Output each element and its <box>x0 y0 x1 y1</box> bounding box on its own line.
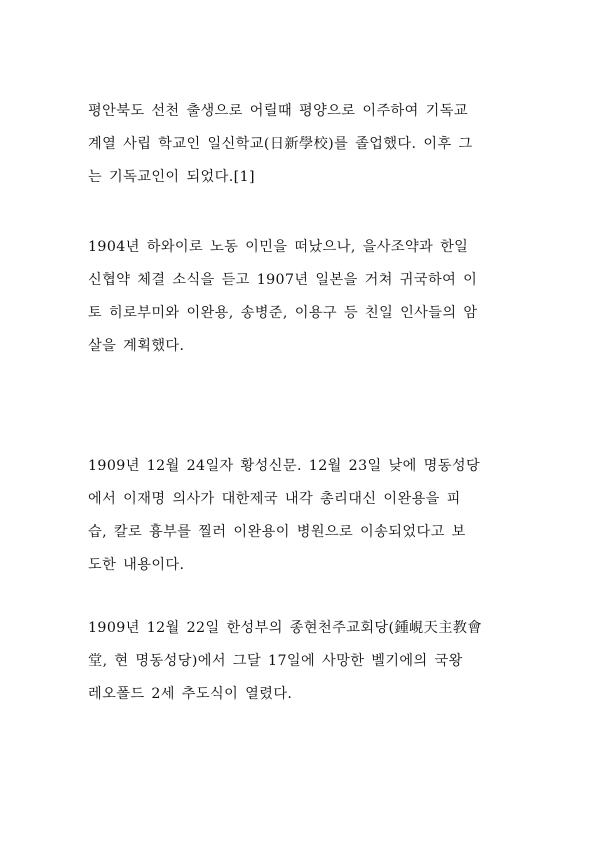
paragraph-line: 1904년 하와이로 노동 이민을 떠났으나, 을사조약과 한일 <box>88 239 469 255</box>
paragraph-newspaper-report <box>88 450 508 582</box>
paragraph-line: 는 기독교인이 되었다.[1] <box>88 169 255 185</box>
paragraph-line: 도한 내용이다. <box>88 557 185 573</box>
paragraph-line: 1909년 12월 22일 한성부의 종현천주교회당(鍾峴天主教會 <box>88 620 482 636</box>
paragraph-line: 토 히로부미와 이완용, 송병준, 이용구 등 친일 인사들의 암 <box>88 305 478 321</box>
paragraph-early-life <box>88 95 508 194</box>
paragraph-line: 습, 칼로 흉부를 찔러 이완용이 병원으로 이송되었다고 보 <box>88 524 466 540</box>
paragraph-line: 1909년 12월 24일자 황성신문. 12월 23일 낮에 명동성당 <box>88 458 481 474</box>
paragraph-line: 레오폴드 2세 추도식이 열렸다. <box>88 686 293 702</box>
paragraph-memorial-service <box>88 612 508 711</box>
paragraph-line: 계열 사립 학교인 일신학교(日新學校)를 졸업했다. 이후 그 <box>88 136 473 152</box>
paragraph-line: 堂, 현 명동성당)에서 그달 17일에 사망한 벨기에의 국왕 <box>88 653 463 669</box>
paragraph-line: 에서 이재명 의사가 대한제국 내각 총리대신 이완용을 피 <box>88 491 461 507</box>
paragraph-line: 평안북도 선천 출생으로 어릴때 평양으로 이주하여 기독교 <box>88 103 468 119</box>
paragraph-hawaii-emigration <box>88 231 508 363</box>
paragraph-line: 신협약 체결 소식을 듣고 1907년 일본을 거쳐 귀국하여 이 <box>88 272 478 288</box>
paragraph-line: 살을 계획했다. <box>88 338 185 354</box>
